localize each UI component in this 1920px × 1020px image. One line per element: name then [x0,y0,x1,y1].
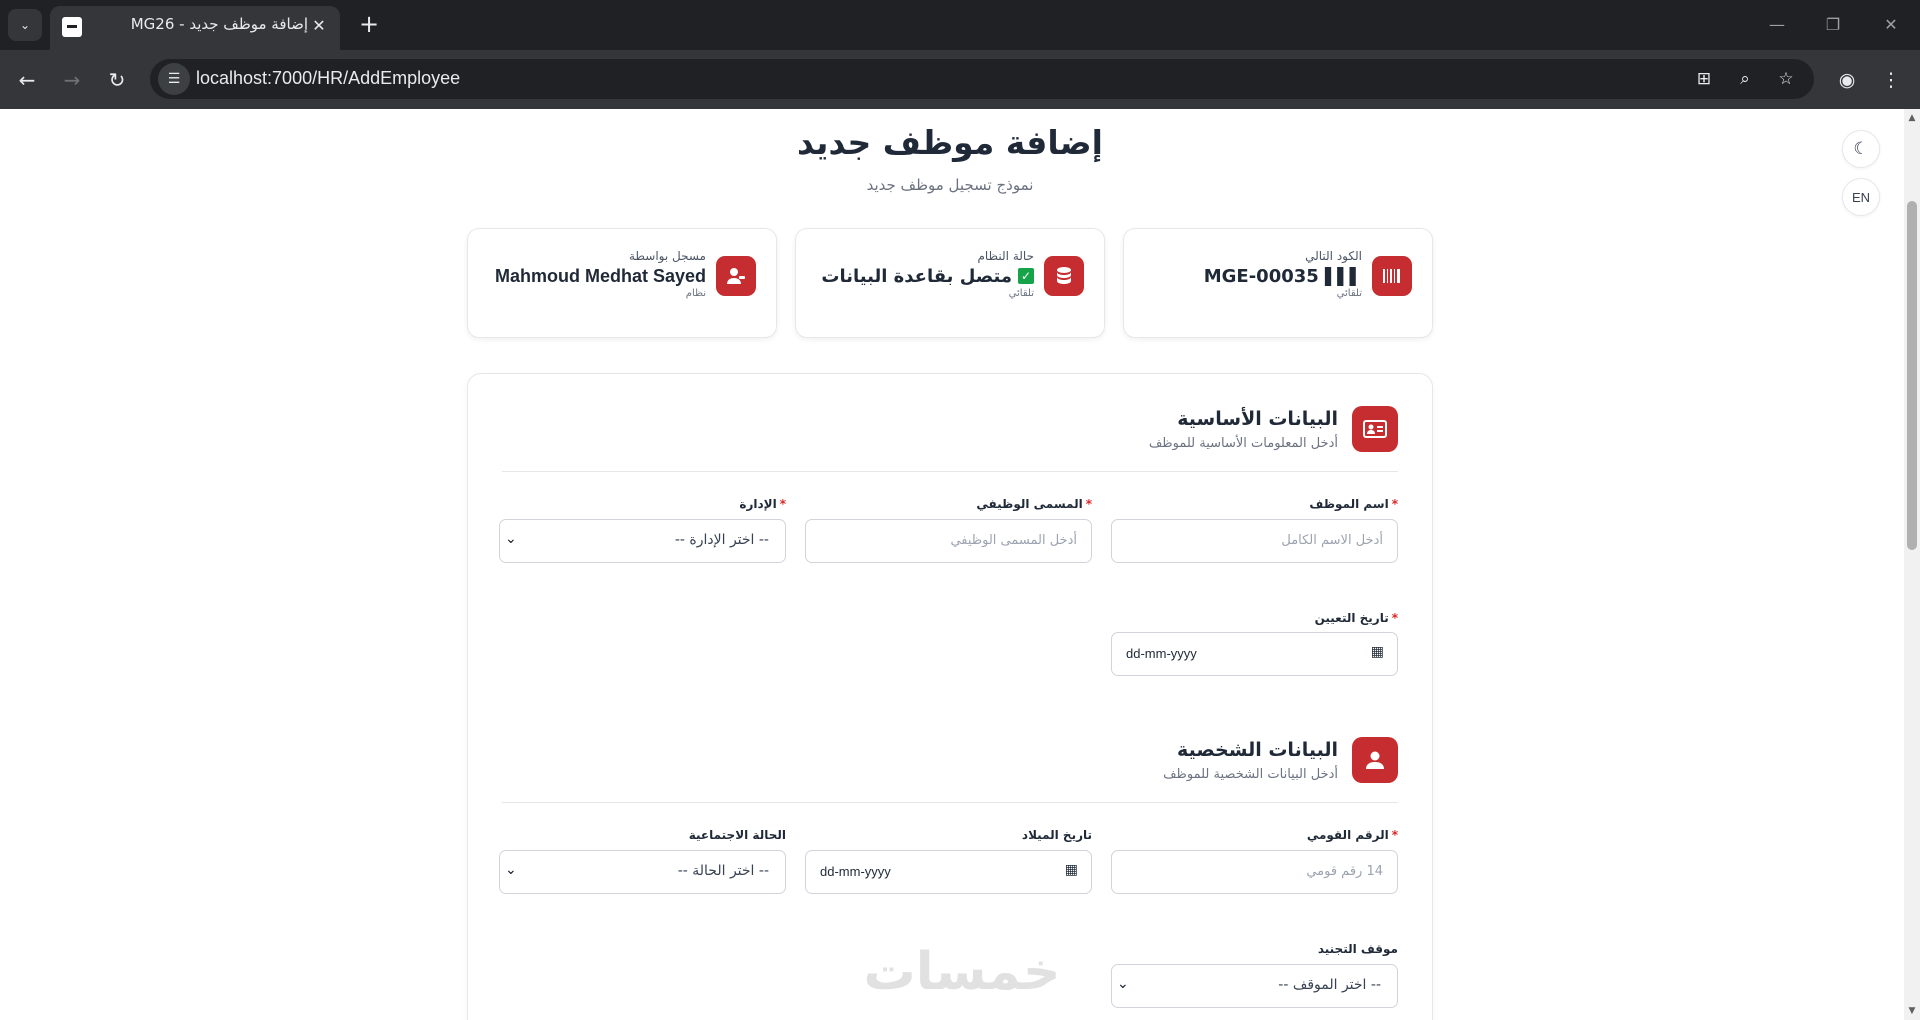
zoom-icon[interactable]: ⌕ [1740,69,1750,89]
national-id-label: *الرقم القومي [1306,828,1398,842]
site-info-icon[interactable]: ☰ [158,63,190,95]
language-toggle-button[interactable]: EN [1842,178,1880,216]
section-divider [502,471,1398,472]
tab-title: إضافة موظف جديد - MG26 [130,15,308,33]
national-id-placeholder: 14 رقم قومي [1306,864,1383,879]
moon-icon: ☾ [1853,139,1869,159]
employee-name-label: *اسم الموظف [1309,497,1398,511]
scroll-up-arrow-icon[interactable]: ▲ [1908,113,1916,123]
registered-by-label: مسجل بواسطة [629,249,706,263]
section-divider [502,802,1398,803]
job-title-placeholder: أدخل المسمى الوظيفي [950,533,1077,548]
profile-icon[interactable]: ◉ [1838,69,1856,91]
back-arrow-icon[interactable]: ← [18,68,36,92]
system-status-value [821,266,1034,287]
national-id-input[interactable] [1111,850,1398,894]
theme-toggle-button[interactable] [1842,130,1880,168]
page-subtitle: نموذج تسجيل موظف جديد [866,176,1034,194]
user-edit-icon [716,256,756,296]
window-close-icon[interactable]: ✕ [1884,15,1898,34]
next-code-label: الكود التالي [1305,249,1362,263]
barcode-icon [1372,256,1412,296]
site-favicon-icon [62,17,82,37]
military-status-label: موقف التجنيد [1317,942,1398,956]
birth-date-value: dd-mm-yyyy [820,864,891,879]
barcode-small-icon: ▌▌▌ [1325,267,1362,286]
chevron-down-icon: ⌄ [505,531,517,547]
department-label: *الإدارة [739,497,786,511]
tab-search-button[interactable]: ⌄ [8,9,42,41]
scroll-down-arrow-icon[interactable]: ▼ [1908,1006,1916,1016]
registered-by-value: Mahmoud Medhat Sayed [494,266,706,286]
calendar-icon[interactable]: ▦ [1370,644,1384,660]
system-status-text: متصل بقاعدة البيانات [821,266,1012,287]
system-status-note: تلقائي [1008,288,1034,299]
birth-date-label: تاريخ الميلاد [1021,828,1092,842]
restore-icon[interactable]: ❐ [1825,15,1841,34]
employee-form [467,373,1433,1020]
department-select[interactable] [499,519,786,563]
employee-name-input[interactable] [1111,519,1398,563]
next-code-card [1123,228,1433,338]
job-title-input[interactable] [805,519,1092,563]
tab-close-icon[interactable]: ✕ [312,16,326,35]
page-viewport [0,109,1904,1020]
employee-name-placeholder: أدخل الاسم الكامل [1281,533,1383,548]
marital-status-selected: -- اختر الحالة -- [677,863,769,879]
basic-section-description: أدخل المعلومات الأساسية للموظف [1148,436,1338,451]
military-status-selected: -- اختر الموقف -- [1278,977,1381,993]
hire-date-input[interactable] [1111,632,1398,676]
bookmark-star-icon[interactable]: ☆ [1778,69,1794,89]
hire-date-label: *تاريخ التعيين [1314,611,1398,625]
military-status-select[interactable] [1111,964,1398,1008]
database-icon [1044,256,1084,296]
chevron-down-icon: ⌄ [1117,976,1129,992]
browser-tab-strip [0,0,1920,50]
calendar-icon[interactable]: ▦ [1064,862,1078,878]
user-icon [1352,737,1398,783]
personal-section-description: أدخل البيانات الشخصية للموظف [1163,767,1338,782]
personal-section-title: البيانات الشخصية [1177,739,1338,761]
url-text[interactable]: localhost:7000/HR/AddEmployee [196,68,461,88]
job-title-label: *المسمى الوظيفي [976,497,1092,511]
reload-icon[interactable]: ↻ [108,68,126,92]
basic-section-header [1149,408,1338,451]
scrollbar-thumb[interactable] [1907,201,1917,550]
marital-status-label: الحالة الاجتماعية [688,828,786,842]
chevron-down-icon: ⌄ [505,862,517,878]
basic-section-title: البيانات الأساسية [1177,408,1338,430]
browser-toolbar [0,50,1920,109]
personal-section-header [1163,739,1338,782]
minimize-icon[interactable]: — [1769,15,1785,34]
translate-icon[interactable]: ⊞ [1696,69,1712,89]
next-code-value [1204,266,1362,287]
system-status-label: حالة النظام [977,249,1034,263]
forward-arrow-icon[interactable]: → [63,68,81,92]
watermark: خمسات [863,942,1061,1002]
department-selected: -- اختر الإدارة -- [674,532,769,548]
registered-by-card [467,228,777,338]
marital-status-select[interactable] [499,850,786,894]
id-card-icon [1352,406,1398,452]
birth-date-input[interactable] [805,850,1092,894]
page-scrollbar[interactable] [1904,109,1920,1020]
next-code-text: MGE-00035 [1203,266,1319,287]
system-status-card [795,228,1105,338]
browser-tab-active[interactable] [50,6,340,50]
new-tab-button[interactable]: + [358,10,380,38]
check-icon: ✓ [1018,268,1034,284]
hire-date-value: dd-mm-yyyy [1126,646,1197,661]
next-code-note: تلقائي [1336,288,1362,299]
address-bar[interactable] [150,59,1814,99]
registered-by-note: نظام [685,288,706,299]
page-title: إضافة موظف جديد [797,123,1103,162]
browser-menu-icon[interactable]: ⋮ [1881,69,1901,91]
